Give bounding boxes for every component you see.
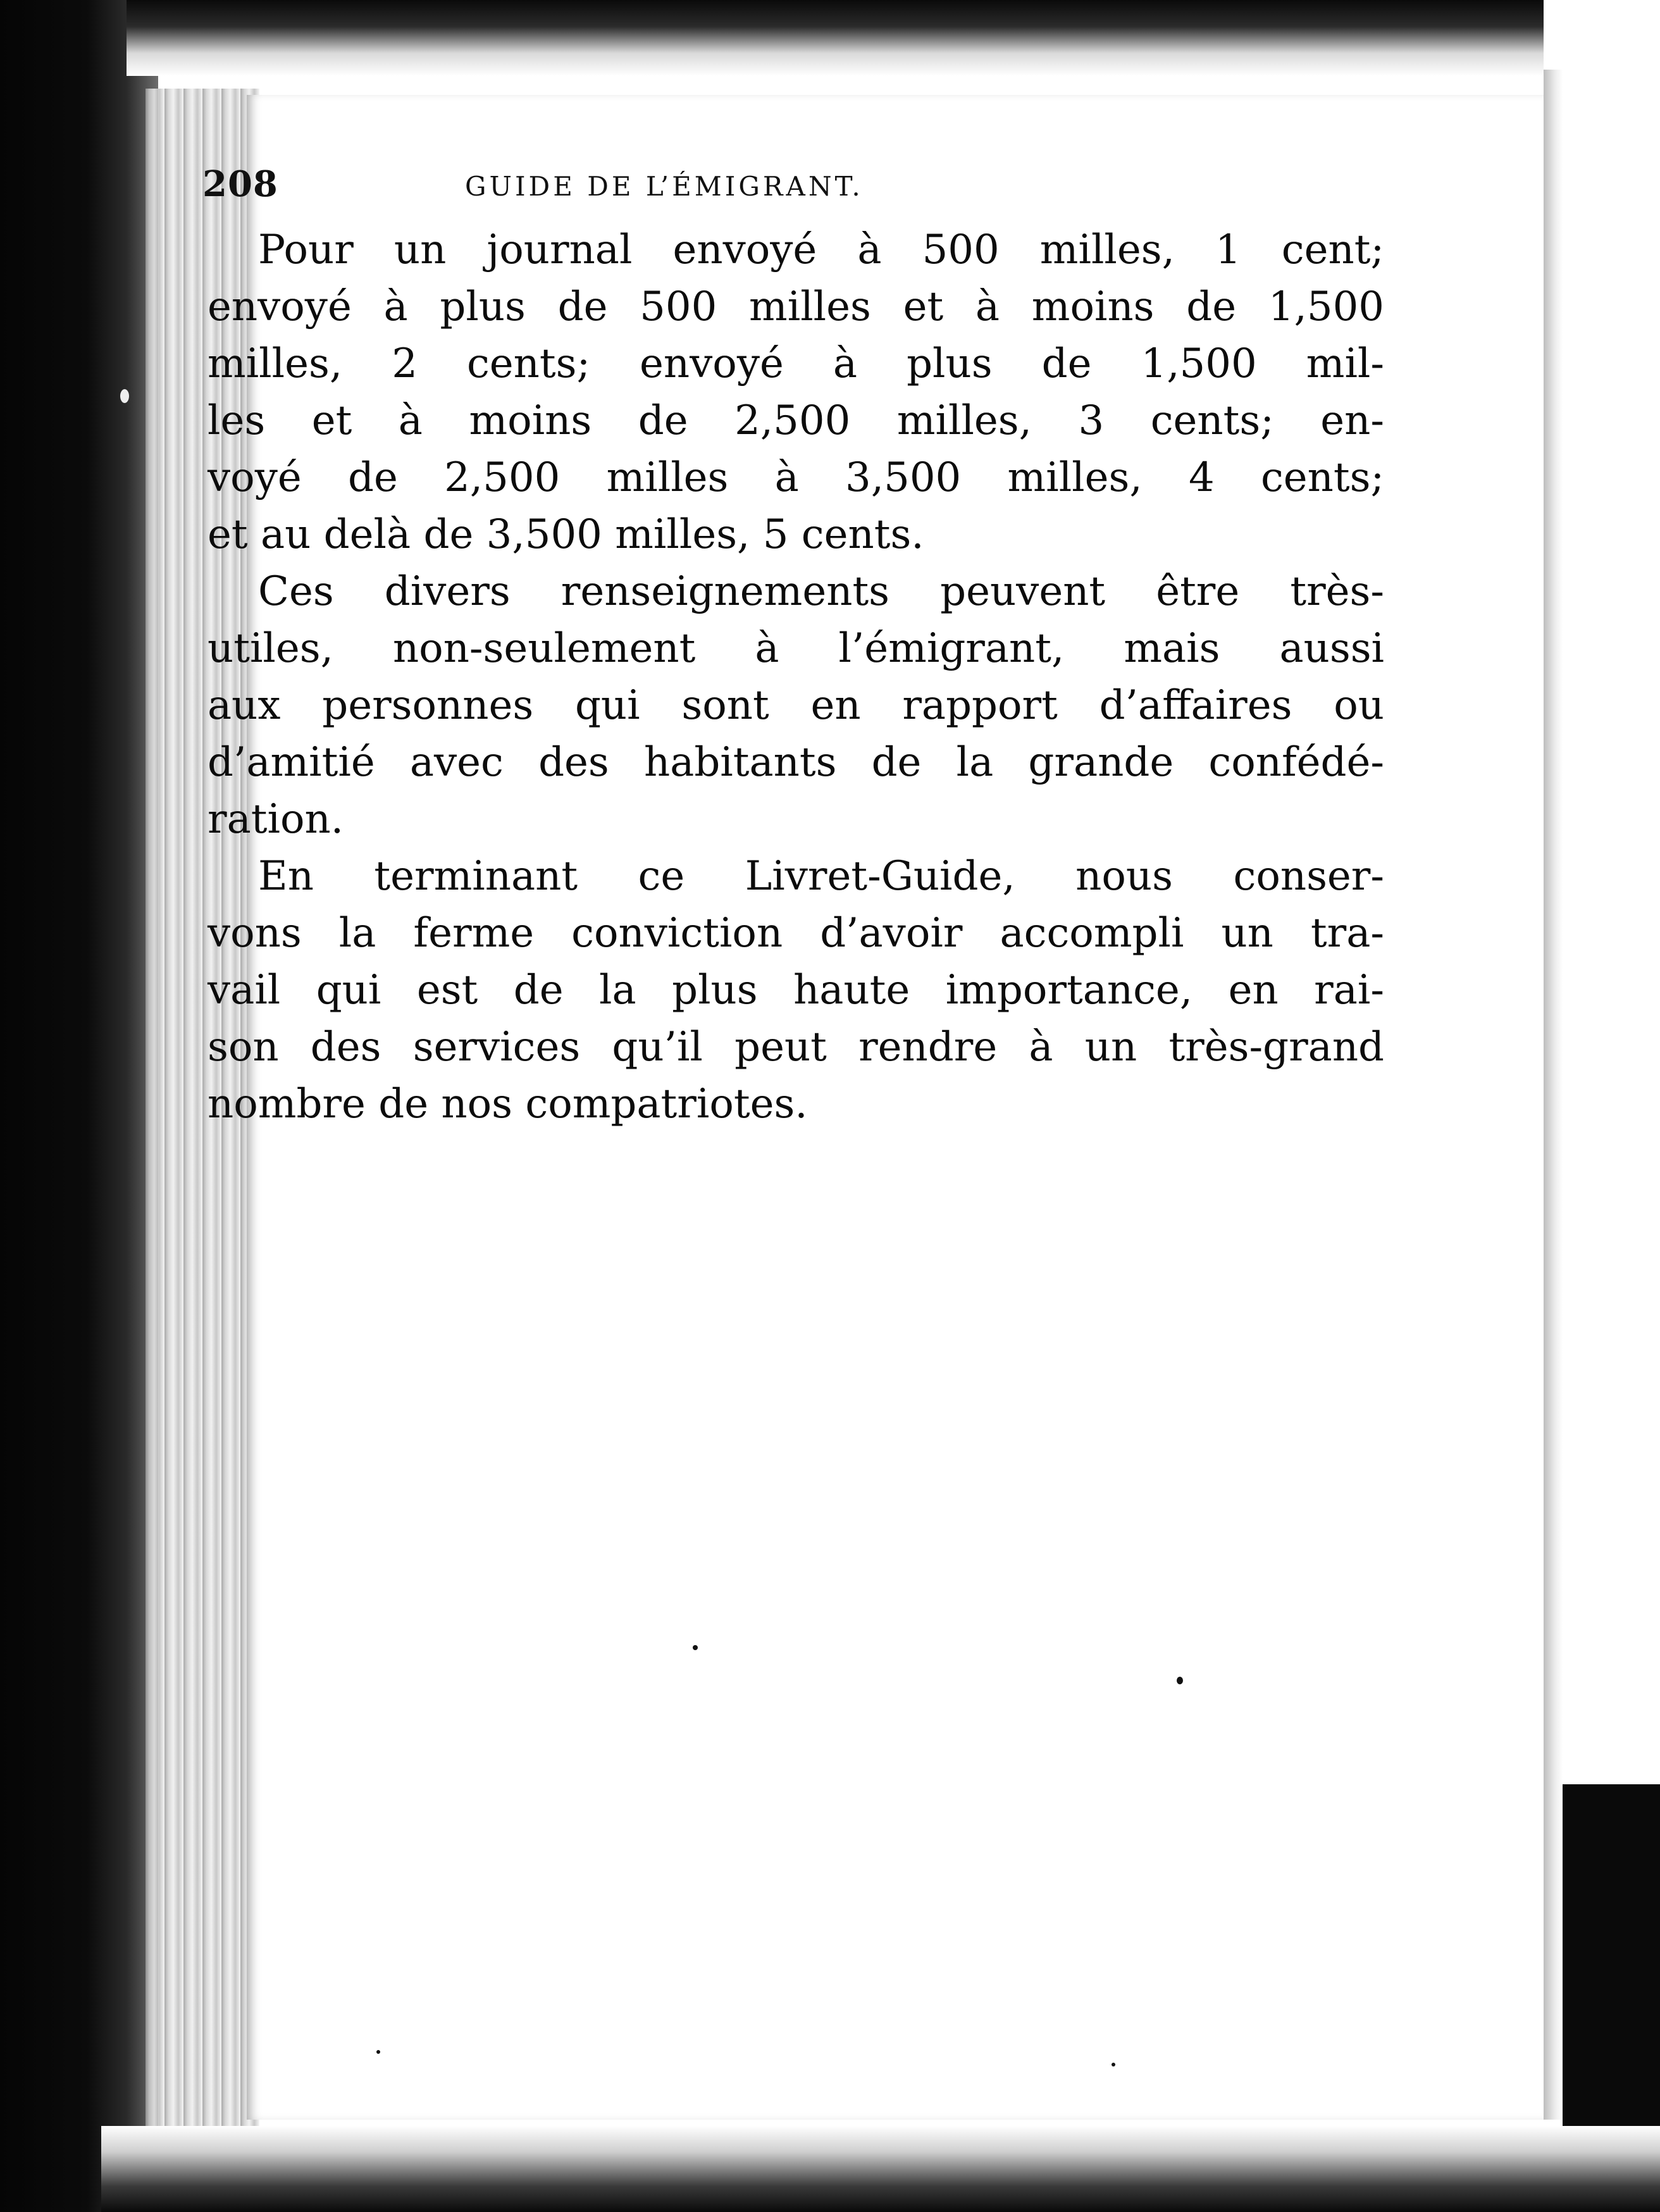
text-line: aux personnes qui sont en rapport d’affaires ou xyxy=(207,682,1384,729)
text-line: En terminant ce Livret-Guide, nous conser- xyxy=(258,853,1384,900)
text-line: envoyé à plus de 500 milles et à moins de 1,500 xyxy=(207,283,1384,330)
text-line: d’amitié avec des habitants de la grande confédé- xyxy=(207,739,1384,786)
text-line: vons la ferme conviction d’avoir accompli un tra- xyxy=(207,910,1384,957)
book-cover-top-edge xyxy=(127,0,1660,76)
text-line: milles, 2 cents; envoyé à plus de 1,500 mil- xyxy=(207,340,1384,387)
facing-page-edge xyxy=(1544,70,1563,2120)
text-line: nombre de nos compatriotes. xyxy=(207,1081,808,1128)
text-line: Ces divers renseignements peuvent être très- xyxy=(258,568,1384,615)
text-line: utiles, non-seulement à l’émigrant, mais aussi xyxy=(207,625,1384,672)
text-line: et au delà de 3,500 milles, 5 cents. xyxy=(207,511,924,558)
text-line: son des services qu’il peut rendre à un très-grand xyxy=(207,1024,1384,1071)
text-line: Pour un journal envoyé à 500 milles, 1 cent; xyxy=(258,227,1384,273)
page-number: 208 xyxy=(202,163,278,205)
book-cover-bottom-edge xyxy=(101,2126,1660,2212)
text-line: ration. xyxy=(207,796,344,843)
scan-border-left xyxy=(0,0,158,2212)
page-header xyxy=(202,163,1278,220)
running-head: GUIDE DE L’ÉMIGRANT. xyxy=(465,171,864,202)
text-line: vail qui est de la plus haute importance, en rai- xyxy=(207,967,1384,1014)
body-text xyxy=(207,221,1384,1133)
text-line: les et à moins de 2,500 milles, 3 cents; en- xyxy=(207,397,1384,444)
text-line: voyé de 2,500 milles à 3,500 milles, 4 cents; xyxy=(207,454,1384,501)
